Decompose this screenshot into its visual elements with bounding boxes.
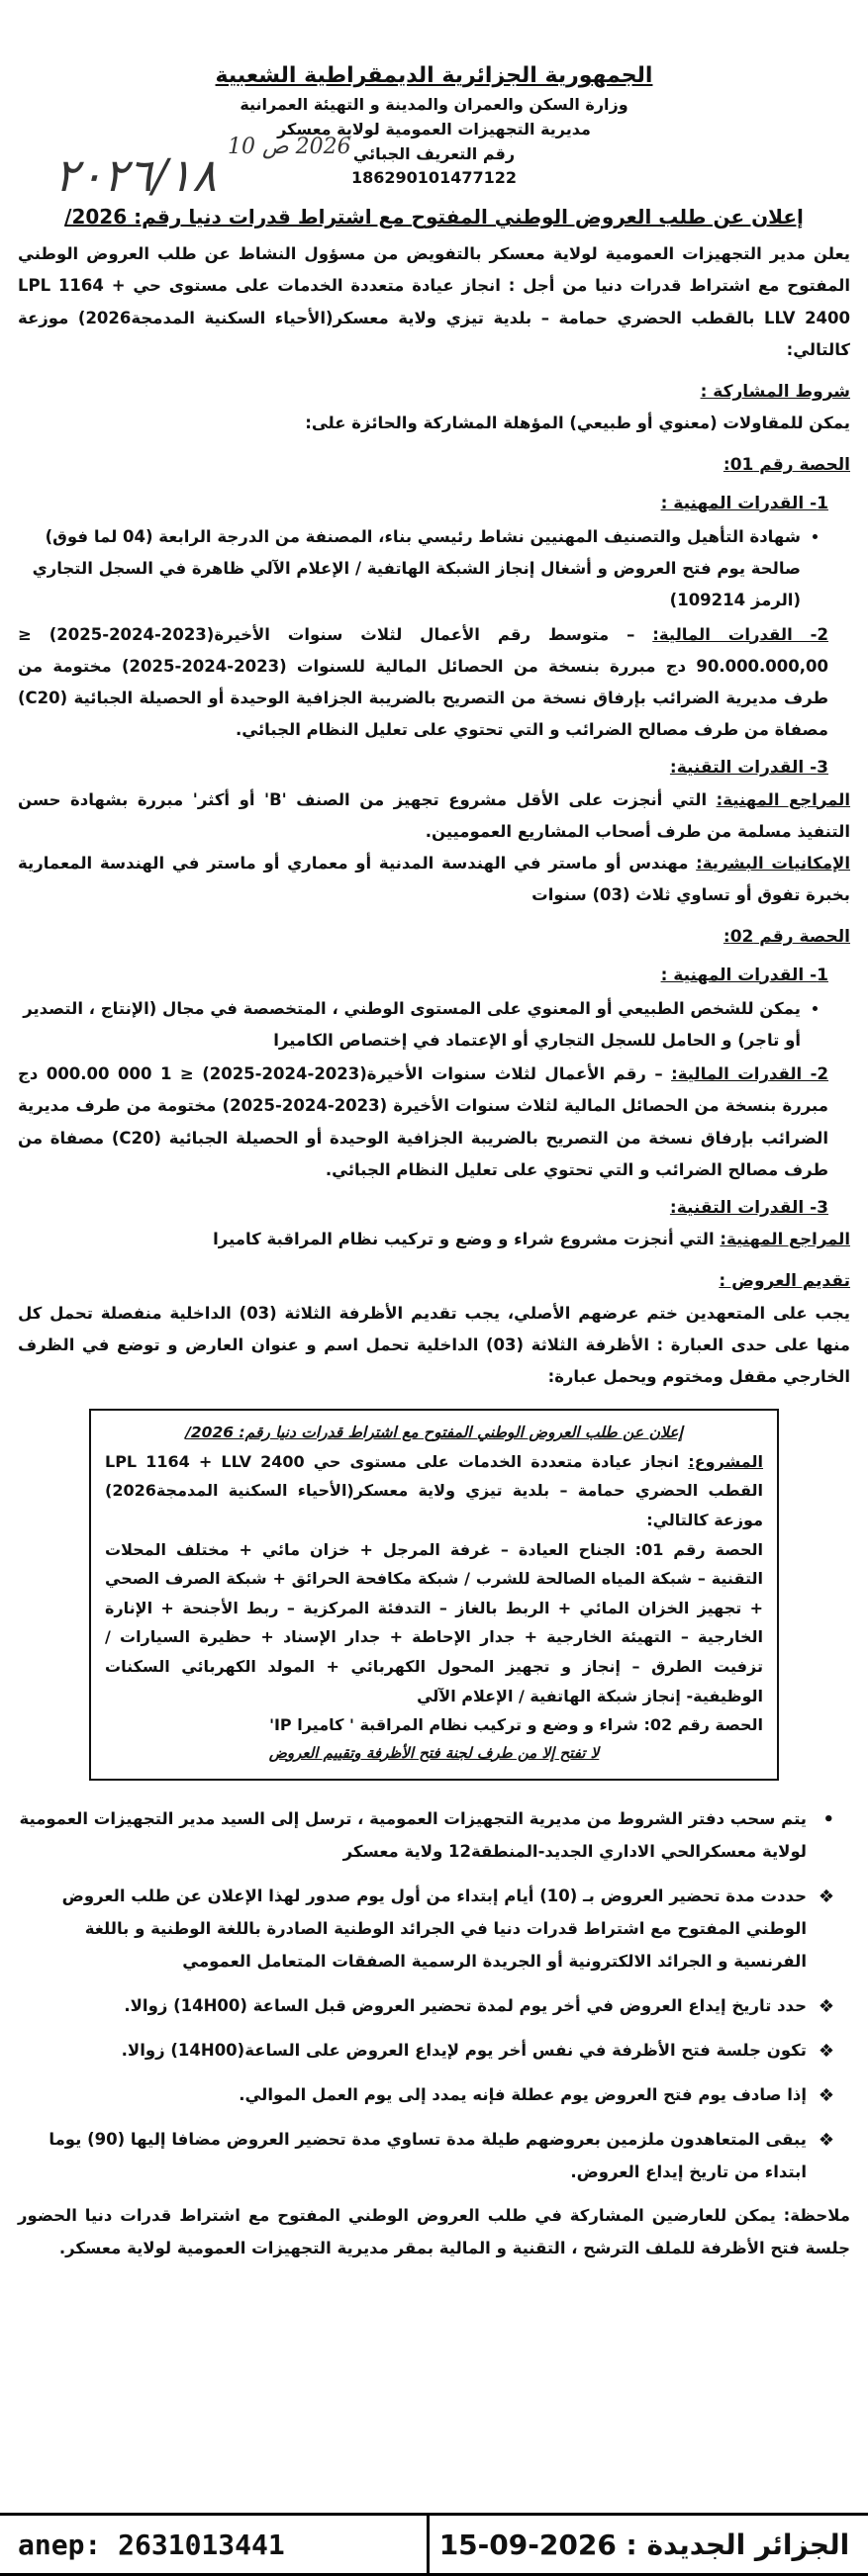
lot2-professional-list	[18, 993, 850, 1057]
diamond-bullet-icon: ❖	[818, 2041, 834, 2063]
lot2-financial-heading: 2- القدرات المالية:	[671, 1064, 829, 1084]
lot2-financial	[18, 1058, 850, 1186]
handwritten-signature: ٢٠٢٦/١٨	[54, 148, 217, 202]
list-item: • شهادة التأهيل والتصنيف المهنيين نشاط رئيسي بناء، المصنفة من الدرجة الرابعة (04 لما فوق) صالحة يوم فتح العروض و أشغال إنجاز الشبكة الهاتفية / الإعلام الآلي ظاهرة في السجل التجاري (الرمز 109214)	[18, 521, 801, 617]
lot2-references-label: المراجع المهنية:	[720, 1230, 850, 1249]
list-item: ❖ إذا صادف يوم فتح العروض يوم عطلة فإنه يمدد إلى يوم العمل الموالي.	[18, 2078, 807, 2111]
tax-id-label: رقم التعريف الجبائي	[352, 143, 516, 163]
diamond-bullet-icon: ❖	[818, 1996, 834, 2018]
lot1-technical-heading: 3- القدرات التقنية:	[669, 758, 828, 779]
lot1-professional-list	[18, 521, 850, 617]
lot2-financial-text: – رقم الأعمال لثلاث سنوات الأخيرة(2023-2024-2025) ≤ 1 000 000.00 دج مبررة بنسخة من الحصائل المالية لثلاث سنوات الأخيرة (2023-2024-2025) مختومة من طرف مديرية الضرائب بإرفاق نسخة من التصريح بالضريبة الجزافية الوحيدة أو الحصيلة الجبائية (C20) مصفاة من طرف مصالح الضرائب و التي تحتوي على تعليل النظام الجبائي.	[18, 1064, 828, 1179]
lot1-hr-label: الإمكانيات البشرية:	[696, 853, 850, 873]
lot1-human-resources	[18, 848, 850, 911]
lot1-references-label: المراجع المهنية:	[716, 789, 851, 809]
lot1-financial	[18, 619, 850, 747]
box-note: لا تفتح إلا من طرف لجنة فتح الأظرفة وتقييم العروض	[268, 1743, 600, 1762]
list-item: ❖ يبقى المتعاهدون ملزمين بعروضهم طيلة مدة تساوي مدة تحضير العروض مضافا إليها (90) يوما ابتداء من تاريخ إيداع العروض.	[18, 2123, 807, 2188]
lot1-professional-heading: 1- القدرات المهنية :	[660, 493, 828, 513]
box-project-label: المشروع:	[688, 1451, 764, 1471]
lot1-hr-text: مهندس أو ماستر في الهندسة المدنية أو معماري أو ماستر في الهندسة المعمارية بخبرة تفوق أو تساوي ثلاث (03) سنوات	[18, 853, 850, 905]
lot2-technical-heading: 3- القدرات التقنية:	[669, 1197, 828, 1218]
box-lot2: الحصة رقم 02: شراء و وضع و تركيب نظام المراقبة ' كاميرا IP'	[269, 1715, 763, 1735]
lot1-financial-text: – متوسط رقم الأعمال لثلاث سنوات الأخيرة(2023-2024-2025) ≤ 90.000.000,00 دج مبررة بنسخة من الحصائل المالية للسنوات (2023-2024-2025) مختومة من طرف مديرية الضرائب بإرفاق نسخة من التصريح بالضريبة الجزافية الوحيدة أو الحصيلة الجبائية (C20) مصفاة من طرف مصالح الضرائب و التي تحتوي على تعليل النظام الجبائي.	[18, 624, 828, 740]
lot1-financial-heading: 2- القدرات المالية:	[652, 624, 828, 644]
announcement-title: إعلان عن طلب العروض الوطني المفتوح مع اشتراط قدرات دنيا رقم: 2026/	[64, 205, 804, 230]
box-project-text: انجاز عيادة متعددة الخدمات على مستوى حي LPL 1164 + LLV 2400 القطب الحضري حمامة – بلدية تيزي ولاية معسكر(الأحياء السكنية المدمجة2026) موزعة كالتالي:	[105, 1451, 763, 1529]
box-title: إعلان عن طلب العروض الوطني المفتوح مع اشتراط قدرات دنيا رقم: 2026/	[185, 1424, 683, 1442]
submission-heading: تقديم العروض :	[719, 1271, 850, 1292]
lot2-professional-heading: 1- القدرات المهنية :	[660, 965, 828, 985]
box-project	[105, 1447, 763, 1535]
conditions-intro: يمكن للمقاولات (معنوي أو طبيعي) المؤهلة المشاركة والحائزة على:	[305, 414, 850, 433]
list-item: • يتم سحب دفتر الشروط من مديرية التجهيزات العمومية ، ترسل إلى السيد مدير التجهيزات العمومية لولاية معسكرالحي الاداري الجديد-المنطقة12 ولاية معسكر	[18, 1802, 807, 1868]
lot1-heading: الحصة رقم 01:	[723, 455, 850, 476]
republic-title: الجمهورية الجزائرية الديمقراطية الشعبية	[215, 63, 653, 88]
list-item: ❖ تكون جلسة فتح الأظرفة في نفس أخر يوم لإيداع العروض على الساعة(14H00) زوالا.	[18, 2034, 807, 2067]
list-item: ❖ حدد تاريخ إيداع العروض في أخر يوم لمدة تحضير العروض قبل الساعة (14H00) زوالا.	[18, 1989, 807, 2022]
footer-bar	[0, 2513, 868, 2576]
directorate-name: مديرية التجهيزات العمومية لولاية معسكر	[277, 119, 591, 138]
lot1-references-text: التي أنجزت على الأقل مشروع تجهيز من الصنف 'B' أو أكثر' مبررة بشهادة حسن التنفيذ مسلمة من طرف أصحاب المشاريع العموميين.	[18, 789, 850, 841]
final-terms-list	[18, 1802, 850, 2188]
newspaper-date: الجزائر الجديدة : 2026-09-15	[438, 2528, 850, 2561]
diamond-bullet-icon: ❖	[818, 2085, 834, 2107]
diamond-bullet-icon: ❖	[818, 1886, 834, 1908]
closing-note: ملاحظة: يمكن للعارضين المشاركة في طلب العروض الوطني المفتوح مع اشتراط قدرات دنيا الحضور جلسة فتح الأظرفة للملف الترشح ، التقنية و المالية بمقر مديرية التجهيزات العمومية لولاية معسكر.	[18, 2206, 850, 2257]
anep-reference: anep: 2631013441	[0, 2516, 430, 2573]
bullet-icon: •	[822, 1809, 834, 1831]
ministry-name: وزارة السكن والعمران والمدينة و التهيئة العمرانية	[240, 95, 628, 115]
submission-text: يجب على المتعهدين ختم عرضهم الأصلي، يجب تقديم الأظرفة الثلاثة (03) الداخلية منفصلة تحمل كل منها على حدى العبارة : الأظرفة الثلاثة (03) الداخلية تحمل اسم و عنوان العارض و توضع في الظرف الخارجي مقفل ومختوم ويحمل عبارة:	[18, 1303, 851, 1386]
intro-paragraph: يعلن مدير التجهيزات العمومية لولاية معسكر بالتفويض من مسؤول النشاط عن طلب العروض الوطني المفتوح مع اشتراط قدرات دنيا من أجل : انجاز عيادة متعددة الخدمات على مستوى حي LPL 1164 + LLV 2400 بالقطب الحضري حمامة – بلدية تيزي ولاية معسكر(الأحياء السكنية المدمجة2026) موزعة كالتالي:	[18, 244, 850, 359]
list-item: ❖ حددت مدة تحضير العروض بـ (10) أيام إبتداء من أول يوم صدور لهذا الإعلان عن طلب العروض الوطني المفتوح مع اشتراط قدرات دنيا في الجرائد الوطنية الصادرة باللغة الوطنية و باللغة الفرنسية و الجرائد الالكترونية أو الجريدة الرسمية الصفقات المتعامل العمومي	[18, 1880, 807, 1978]
lot2-references	[18, 1224, 850, 1255]
conditions-heading: شروط المشاركة :	[700, 381, 850, 402]
lot2-heading: الحصة رقم 02:	[723, 927, 850, 948]
envelope-label-box	[89, 1409, 779, 1781]
tax-id-number: 186290101477122	[351, 168, 517, 188]
handwritten-date: 2026 ص 10	[228, 135, 351, 159]
list-item: • يمكن للشخص الطبيعي أو المعنوي على المستوى الوطني ، المتخصصة في مجال (الإنتاج ، التصدير أو تاجر) و الحامل للسجل التجاري أو الإعتماد في إختصاص الكاميرا	[18, 993, 801, 1057]
diamond-bullet-icon: ❖	[818, 2130, 834, 2152]
lot1-references	[18, 784, 850, 848]
box-lot1: الحصة رقم 01: الجناح العيادة – غرفة المرجل + خزان مائي + مختلف المحلات التقنية – شبكة المياه الصالحة للشرب / شبكة مكافحة الحرائق + شبكة الصرف الصحي + تجهيز الخزان المائي + الربط بالغاز – التدفئة المركزية – ربط الأجنحة + الإنارة الخارجية – التهيئة الخارجية + جدار الإحاطة + جدار الإسناد + حظيرة السيارات / تزفيت الطرق – إنجاز و تجهيز المحول الكهربائي + المولد الكهربائي السكنات الوظيفية- إنجاز شبكة الهاتفية / الإعلام الآلي	[105, 1539, 764, 1705]
lot2-references-text: التي أنجزت مشروع شراء و وضع و تركيب نظام المراقبة كاميرا	[213, 1230, 715, 1249]
